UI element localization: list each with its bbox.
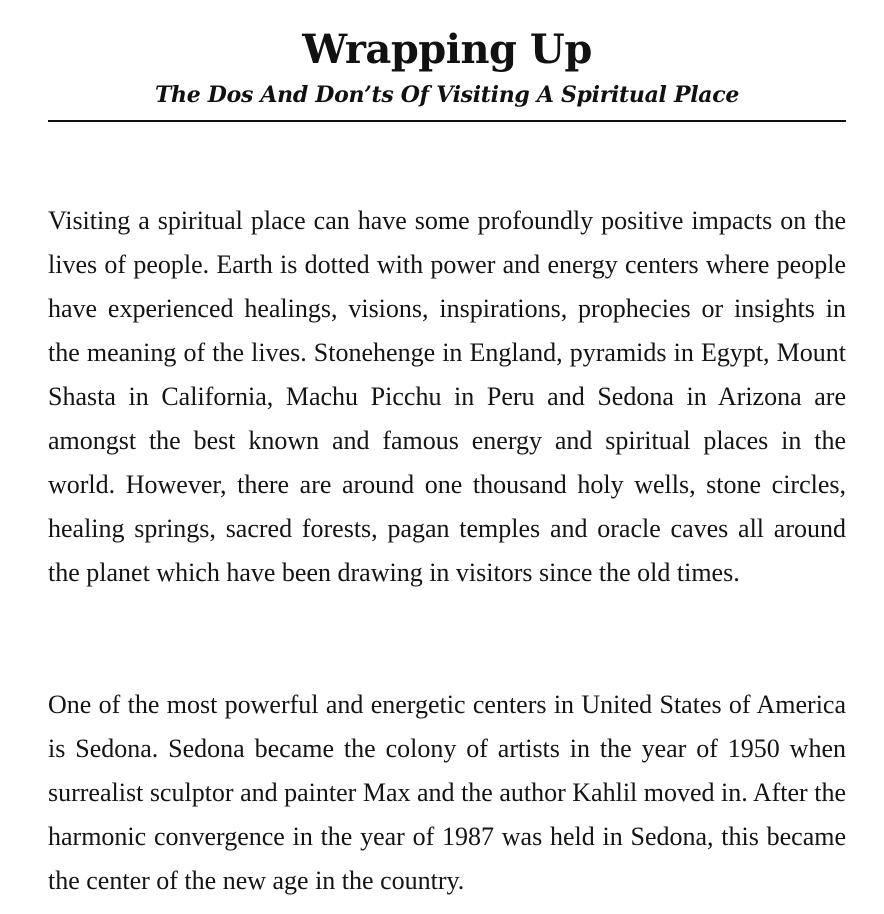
title-divider bbox=[48, 120, 846, 122]
page-subtitle: The Dos And Don’ts Of Visiting A Spiritual Place bbox=[154, 82, 740, 108]
document-page bbox=[48, 0, 846, 914]
body-paragraph-1: Visiting a spiritual place can have some profoundly positive impacts on the lives of people. Earth is dotted with power and energy centers where people have experienced healings, visions, inspirations, prophecies or insights in the meaning of the lives. Stonehenge in England, pyramids in Egypt, Mount Shasta in California, Machu Picchu in Peru and Sedona in Arizona are amongst the best known and famous energy and spiritual places in the world. However, there are around one thousand holy wells, stone circles, healing springs, sacred forests, pagan temples and oracle caves all around the planet which have been drawing in visitors since the old times. bbox=[48, 206, 846, 587]
page-title: Wrapping Up bbox=[302, 26, 592, 73]
body-paragraph-2: One of the most powerful and energetic centers in United States of America is Sedona. Sedona became the colony of artists in the year of 1950 when surrealist sculptor and painter Max and the author Kahlil moved in. After the harmonic convergence in the year of 1987 was held in Sedona, this became the center of the new age in the country. bbox=[48, 690, 846, 895]
